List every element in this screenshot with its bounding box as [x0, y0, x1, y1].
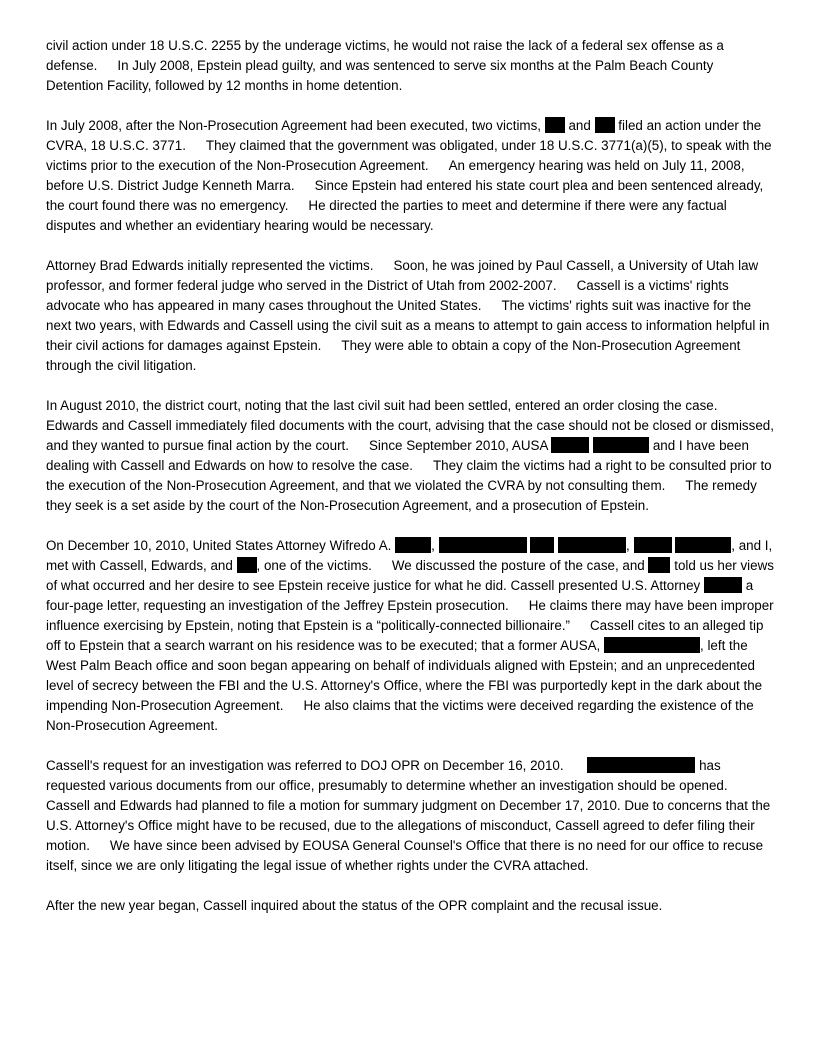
text: In July 2008, after the Non-Prosecution Agreement had been executed, two victims,	[46, 118, 541, 133]
paragraph-4	[46, 396, 774, 516]
redaction-box	[587, 757, 695, 773]
paragraph-6	[46, 756, 774, 876]
text: They were able to obtain a copy of the Non-Prosecution Agreement through the civil litigation.	[46, 338, 741, 373]
document-page	[46, 36, 774, 936]
redaction-box	[604, 637, 700, 653]
text: and I have been dealing with Cassell and Edwards on how to resolve the case.	[46, 438, 749, 473]
redaction-box	[593, 437, 649, 453]
text: An emergency hearing was held on July 11, 2008, before U.S. District Judge Kenneth Marra.	[46, 158, 745, 193]
redaction-box	[595, 117, 615, 133]
text: filed an action under the CVRA, 18 U.S.C. 3771.	[46, 118, 762, 153]
text: He also claims that the victims were deceived regarding the existence of the Non-Prosecution Agreement.	[46, 698, 754, 733]
text: a four-page letter, requesting an investigation of the Jeffrey Epstein prosecution.	[46, 578, 754, 613]
paragraph-5	[46, 536, 774, 736]
paragraph-2	[46, 116, 774, 236]
text: After the new year began, Cassell inquired about the status of the OPR complaint and the recusal issue.	[46, 898, 663, 913]
paragraph-1	[46, 36, 774, 96]
redaction-box	[634, 537, 672, 553]
text: ,	[626, 538, 630, 553]
text: On December 10, 2010, United States Attorney Wifredo A.	[46, 538, 392, 553]
text: , one of the victims.	[256, 558, 372, 573]
text: The victims' rights suit was inactive for the next two years, with Edwards and Cassell using the civil suit as a means to attempt to gain access to information helpful in their civil actions for damages against Epstein.	[46, 298, 770, 353]
redaction-box	[648, 557, 670, 573]
redaction-box	[545, 117, 565, 133]
redaction-box	[237, 557, 257, 573]
text: We have since been advised by EOUSA General Counsel's Office that there is no need for our office to recuse itself, since we are only litigating the legal issue of whether rights under the CVRA attached.	[46, 838, 764, 873]
text: The remedy they seek is a set aside by the court of the Non-Prosecution Agreement, and a prosecution of Epstein.	[46, 478, 757, 513]
text: Cassell's request for an investigation was referred to DOJ OPR on December 16, 2010.	[46, 758, 564, 773]
paragraph-7	[46, 896, 774, 916]
text: Edwards and Cassell immediately filed documents with the court, advising that the case should not be closed or dismissed, and they wanted to pursue final action by the court.	[46, 418, 774, 453]
redaction-box	[551, 437, 589, 453]
text: In July 2008, Epstein plead guilty, and was sentenced to serve six months at the Palm Beach County Detention Facility, followed by 12 months in home detention.	[46, 58, 714, 93]
paragraph-3	[46, 256, 774, 376]
text: ,	[431, 538, 435, 553]
text: Soon, he was joined by Paul Cassell, a University of Utah law professor, and former federal judge who served in the District of Utah from 2002-2007.	[46, 258, 759, 293]
text: He claims there may have been improper influence exercising by Epstein, noting that Epstein is a “politically-connected billionaire.”	[46, 598, 774, 633]
text: and	[568, 118, 591, 133]
text: He directed the parties to meet and determine if there were any factual disputes and whether an evidentiary hearing would be necessary.	[46, 198, 727, 233]
text: Cassell and Edwards had planned to file a motion for summary judgment on December 17, 2010. Due to concerns that the U.S. Attorney's Office might have to be recused, due to the allegations of misconduct, Cassell agreed to defer filing their motion.	[46, 798, 771, 853]
text: Since Epstein had entered his state court plea and been sentenced already, the court found there was no emergency.	[46, 178, 764, 213]
redaction-box	[395, 537, 431, 553]
text: They claimed that the government was obligated, under 18 U.S.C. 3771(a)(5), to speak with the victims prior to the execution of the Non-Prosecution Agreement.	[46, 138, 772, 173]
redaction-box	[530, 537, 554, 553]
text: In August 2010, the district court, noting that the last civil suit had been settled, entered an order closing the case.	[46, 398, 718, 413]
text: Since September 2010, AUSA	[368, 438, 548, 453]
text: told us her views of what occurred and her desire to see Epstein receive justice for what he did. Cassell presented U.S. Attorney	[46, 558, 774, 593]
text: Attorney Brad Edwards initially represented the victims.	[46, 258, 374, 273]
text: , and I, met with Cassell, Edwards, and	[46, 538, 773, 573]
redaction-box	[675, 537, 731, 553]
text: has requested various documents from our office, presumably to determine whether an investigation should be opened.	[46, 758, 728, 793]
text: They claim the victims had a right to be consulted prior to the execution of the Non-Prosecution Agreement, and that we violated the CVRA by not consulting them.	[46, 458, 772, 493]
redaction-box	[704, 577, 742, 593]
text: civil action under 18 U.S.C. 2255 by the underage victims, he would not raise the lack of a federal sex offense as a defense.	[46, 38, 724, 73]
text: Cassell is a victims' rights advocate who has appeared in many cases throughout the United States.	[46, 278, 729, 313]
redaction-box	[558, 537, 626, 553]
text: Cassell cites to an alleged tip off to Epstein that a search warrant on his residence was to be executed; that a former AUSA,	[46, 618, 764, 653]
text: We discussed the posture of the case, and	[391, 558, 645, 573]
text: , left the West Palm Beach office and soon began appearing on behalf of individuals aligned with Epstein; and an unprecedented level of secrecy between the FBI and the U.S. Attorney's Office, where the FBI was purportedly kept in the dark about the impending Non-Prosecution Agreement.	[46, 638, 763, 713]
redaction-box	[439, 537, 527, 553]
